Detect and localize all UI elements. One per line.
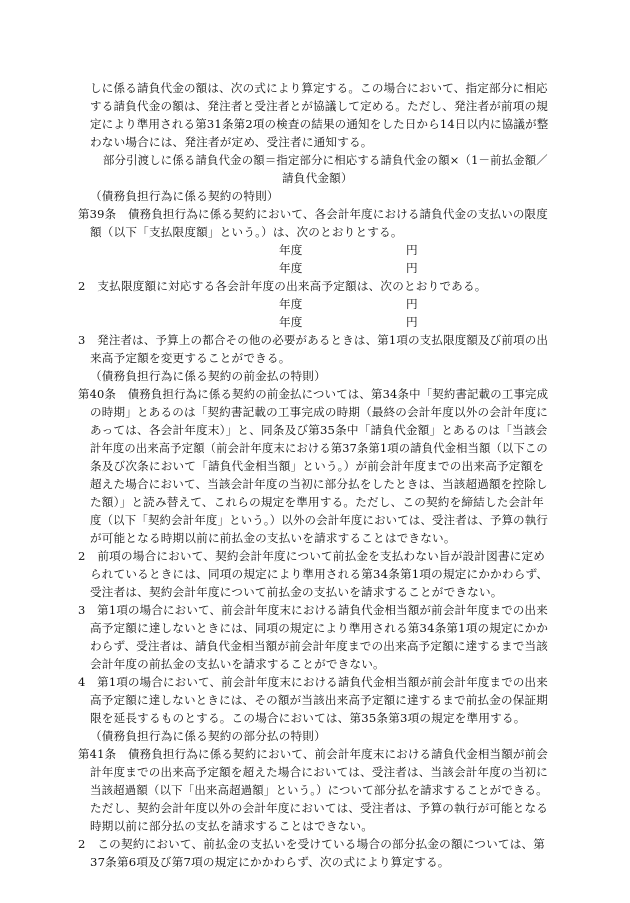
article-line: 第39条 債務負担行為に係る契約において、各会計年度における請負代金の支払いの限度 bbox=[78, 207, 548, 221]
yen-label: 円 bbox=[406, 297, 418, 311]
formula-line: 部分引渡しに係る請負代金の額＝指定部分に相応する請負代金の額×（1－前払金額／ bbox=[103, 153, 548, 167]
formula-line: 請負代金額） bbox=[282, 171, 353, 185]
text-line: 受注者は、契約会計年度について前払金の支払いを請求することができない。 bbox=[90, 585, 503, 599]
text-line: 計年度までの出来高予定額を超えた場合においては、受注者は、当該会計年度の当初に bbox=[90, 765, 548, 779]
article-line: 第40条 債務負担行為に係る契約の前金払については、第34条中「契約書記載の工事完成 bbox=[78, 387, 549, 401]
text-line: が可能となる時期以前に前払金の支払いを請求することはできない。 bbox=[90, 531, 456, 545]
text-line: わない場合には、発注者が定め、受注者に通知する。 bbox=[90, 135, 373, 149]
article-line: 第41条 債務負担行為に係る契約において、前会計年度末における請負代金相当額が前会 bbox=[78, 747, 548, 761]
text-line: 超えた場合において、当該会計年度の当初に部分払をしたときは、当該超過額を控除し bbox=[90, 477, 548, 491]
yen-label: 円 bbox=[406, 315, 418, 329]
text-line: た額）」と読み替えて、これらの規定を準用する。ただし、この契約を締結した会計年 bbox=[90, 495, 544, 509]
year-label: 年度 bbox=[279, 261, 303, 275]
text-line: しに係る請負代金の額は、次の式により算定する。この場合において、指定部分に相応 bbox=[90, 81, 548, 95]
text-line: ただし、契約会計年度以外の会計年度においては、受注者は、予算の執行が可能となる bbox=[90, 801, 548, 815]
section-heading: （債務負担行為に係る契約の前金払の特則） bbox=[90, 369, 326, 383]
paragraph-line: 3 第1項の場合において、前会計年度末における請負代金相当額が前会計年度までの出来 bbox=[78, 603, 548, 617]
text-line: られているときには、同項の規定により準用される第34条第1項の規定にかかわらず、 bbox=[90, 567, 549, 581]
text-line: 額（以下「支払限度額」という。）は、次のとおりとする。 bbox=[90, 225, 403, 239]
year-label: 年度 bbox=[279, 243, 303, 257]
yen-label: 円 bbox=[406, 261, 418, 275]
paragraph-line: 2 前項の場合において、契約会計年度について前払金を支払わない旨が設計図書に定め bbox=[78, 549, 546, 563]
text-line: の時期」とあるのは「契約書記載の工事完成の時期（最終の会計年度以外の会計年度に bbox=[90, 405, 548, 419]
paragraph-line: 2 支払限度額に対応する各会計年度の出来高予定額は、次のとおりである。 bbox=[78, 279, 487, 293]
year-label: 年度 bbox=[279, 315, 303, 329]
section-heading: （債務負担行為に係る契約の特則） bbox=[90, 189, 279, 203]
text-line: 来高予定額を変更することができる。 bbox=[90, 351, 291, 365]
text-line: 度（以下「契約会計年度」という。）以外の会計年度においては、受注者は、予算の執行 bbox=[90, 513, 548, 527]
text-line: 37条第6項及び第7項の規定にかかわらず、次の式により算定する。 bbox=[90, 855, 450, 869]
paragraph-line: 4 第1項の場合において、前会計年度末における請負代金相当額が前会計年度までの出来 bbox=[78, 675, 548, 689]
year-label: 年度 bbox=[279, 297, 303, 311]
text-line: 計年度の出来高予定額（前会計年度末における第37条第1項の請負代金相当額（以下この bbox=[90, 441, 548, 455]
text-line: あっては、各会計年度末）」と、同条及び第35条中「請負代金額」とあるのは「当該会 bbox=[90, 423, 548, 437]
text-line: わらず、受注者は、請負代金相当額が前会計年度までの出来高予定額に達するまで当該 bbox=[90, 639, 549, 653]
text-line: する請負代金の額は、発注者と受注者とが協議して定める。ただし、発注者が前項の規 bbox=[90, 99, 548, 113]
yen-label: 円 bbox=[406, 243, 418, 257]
text-line: 当該超過額（以下「出来高超過額」という。）について部分払を請求することができる。 bbox=[90, 783, 548, 797]
text-line: 条及び次条において「請負代金相当額」という。）が前会計年度までの出来高予定額を bbox=[90, 459, 545, 473]
text-line: 定により準用される第31条第2項の検査の結果の通知をした日から14日以内に協議が整 bbox=[90, 117, 549, 131]
text-line: 限を延長するものとする。この場合においては、第35条第3項の規定を準用する。 bbox=[90, 711, 526, 725]
text-line: 高予定額に達しないときには、その額が当該出来高予定額に達するまで前払金の保証期 bbox=[90, 693, 548, 707]
text-line: 高予定額に達しないときには、同項の規定により準用される第34条第1項の規定にかか bbox=[90, 621, 549, 635]
paragraph-line: 2 この契約において、前払金の支払いを受けている場合の部分払金の額については、第 bbox=[78, 837, 546, 851]
section-heading: （債務負担行為に係る契約の部分払の特則） bbox=[90, 729, 326, 743]
paragraph-line: 3 発注者は、予算上の都合その他の必要があるときは、第1項の支払限度額及び前項の出 bbox=[78, 333, 549, 347]
text-line: 会計年度の前払金の支払いを請求することができない。 bbox=[90, 657, 385, 671]
text-line: 時期以前に部分払の支払を請求することはできない。 bbox=[90, 819, 374, 833]
